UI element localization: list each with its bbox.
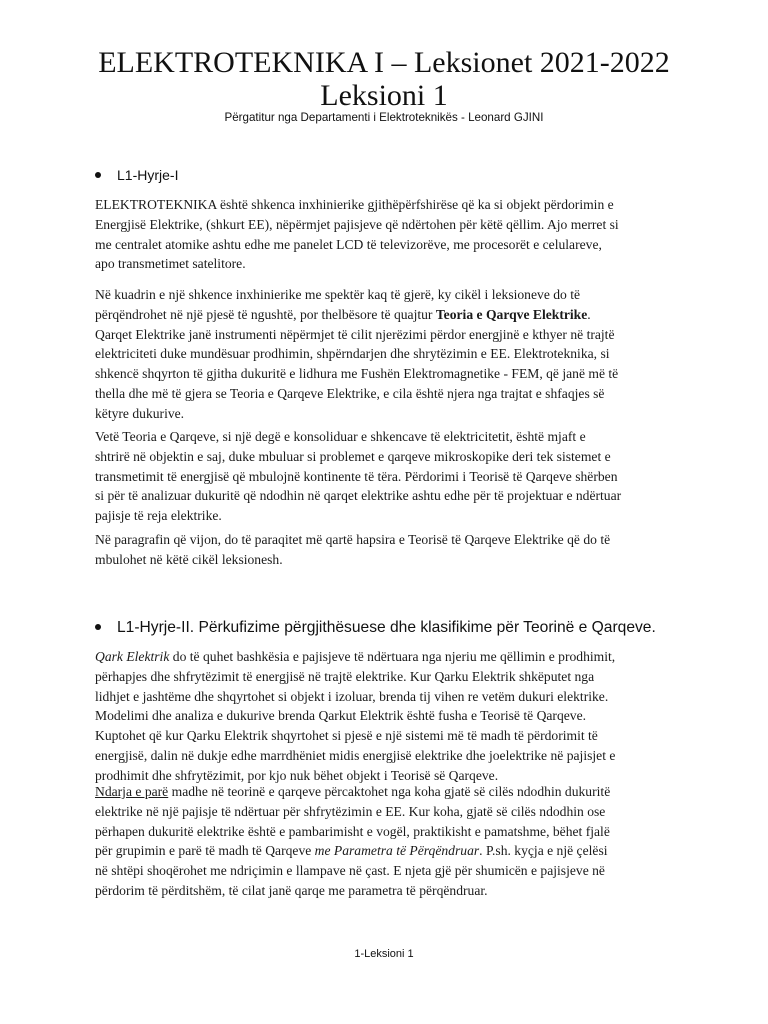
paragraph-line: energjisë, dalin në dukje edhe marrdhëniet midis energjisë elektrike dhe joelektrike në pajisjet e	[95, 747, 616, 763]
paragraph-line: thella dhe më të gjera se Teoria e Qarqeve Elektrike, e cila është njera nga trajtat e shfaqjes së	[95, 385, 605, 401]
paragraph-line: Vetë Teoria e Qarqeve, si një degë e konsoliduar e shkencave të elektricitetit, është mjaft e	[95, 429, 586, 444]
underlined-term: Ndarja e parë	[95, 784, 169, 799]
bold-term: Teoria e Qarqve Elektrike	[435, 306, 588, 322]
paragraph-line: në shtëpi shoqërohet me ndriçimin e llampave në çast. E njeta gjë për shumicën e pajisjeve në	[95, 863, 605, 879]
paragraph-line: përdorim të përditshëm, të cilat janë qarqe me parametra të përqëndruar.	[95, 882, 488, 898]
paragraph-line: si për të analizuar dukuritë që ndodhin në qarqet elektrike ashtu edhe për të projektuar e ndërtuar	[95, 488, 622, 504]
paragraph-1	[95, 195, 695, 274]
paragraph-line: Energjisë Elektrike, (shkurt EE), nëpërmjet pajisjeve që ndërtohen për këtë qëllim. Ajo merret si	[95, 216, 619, 232]
paragraph-line: prodhimit dhe shfrytëzimit, por kjo nuk bëhet objekt i Teorisë së Qarqeve.	[95, 767, 499, 783]
section-heading-2-text: L1-Hyrje-II. Përkufizime përgjithësuese dhe klasifikime për Teorinë e Qarqeve.	[117, 619, 656, 636]
section-heading-2	[95, 618, 656, 638]
paragraph-4	[95, 530, 695, 570]
paragraph-line: shtrirë në objektin e saj, duke mbuluar si problemet e qarqeve mikroskopike deri tek sistemet e	[95, 448, 611, 464]
italic-term: Qark Elektrik	[95, 649, 170, 664]
paragraph-line: elektrike në një pajisje të ndërtuar për shfrytëzimin e EE. Kur koha, gjatë së cilës ndodhin ose	[95, 803, 606, 819]
paragraph-line: përhapen dukuritë elektrike është e pambarimisht e vogël, praktikisht e pamatshme, bëhet fjalë	[95, 823, 610, 839]
text-run: . P.sh. kyçja e një çelësi	[479, 843, 608, 859]
paragraph-line: transmetimit të energjisë që mbulojnë kontinente të tëra. Përdorimi i Teorisë të Qarqeve shërben	[95, 468, 618, 484]
paragraph-line: elektriciteti duke mundësuar prodhimin, shpërndarjen dhe shrytëzimin e EE. Elektroteknika, si	[95, 346, 610, 362]
paragraph-line: me centralet atomike ashtu edhe me panelet LCD të televizorëve, me procesorët e celulareve,	[95, 236, 602, 252]
paragraph-line: përhapjes dhe shfrytëzimit të energjisë në trajtë elektrike. Kur Qarku Elektrik shkëputet nga	[95, 668, 595, 684]
author-line: Përgatitur nga Departamenti i Elektroteknikës - Leonard GJINI	[224, 111, 544, 124]
section-heading-1	[95, 166, 178, 184]
paragraph-line: lidhjet e jashtëme dhe shqyrtohet si objekt i izoluar, brenda tij vihen re vetëm dukuri elektrike.	[95, 688, 609, 704]
text-run: përqëndrohet në një pjesë të ngushtë, por thelbësore të quajtur	[95, 306, 436, 322]
italic-term: me Parametra të Përqëndruar	[314, 843, 480, 859]
paragraph-line: Qarqet Elektrike janë instrumenti nëpërmjet të cilit njerëzimi përdor energjinë e kthyer në trajtë	[95, 326, 615, 342]
paragraph-line: shkencë shqyrton të gjitha dukuritë e lidhura me Fushën Elektromagnetike - FEM, që janë më të	[95, 366, 619, 382]
text-run: madhe në teorinë e qarqeve përcaktohet nga koha gjatë së cilës ndodhin dukuritë	[168, 784, 611, 799]
paragraph-line: apo transmetimet satelitore.	[95, 256, 246, 272]
paragraph-2	[95, 285, 695, 424]
section-heading-1-text: L1-Hyrje-I	[117, 167, 179, 183]
paragraph-5	[95, 647, 695, 786]
document-title: ELEKTROTEKNIKA I – Leksionet 2021-2022	[98, 46, 670, 79]
paragraph-3	[95, 427, 695, 526]
bullet-icon	[95, 172, 101, 178]
paragraph-line: Modelimi dhe analiza e dukurive brenda Qarkut Elektrik është fusha e Teorisë të Qarqeve.	[95, 708, 587, 724]
paragraph-line: Kuptohet që kur Qarku Elektrik shqyrtohet si pjesë e një sistemi më të madh të përdorimit të	[95, 728, 598, 744]
paragraph-line: pajisje të reja elektrike.	[95, 508, 222, 524]
paragraph-line	[95, 647, 695, 667]
page-footer: 1-Leksioni 1	[354, 948, 414, 960]
paragraph-line	[95, 782, 695, 802]
paragraph-line: mbulohet në këtë cikël leksionesh.	[95, 551, 283, 567]
lesson-title: Leksioni 1	[320, 79, 448, 112]
paragraph-line: ELEKTROTEKNIKA është shkenca inxhinierike gjithëpërfshirëse që ka si objekt përdorimin e	[95, 197, 614, 212]
paragraph-line: Në kuadrin e një shkence inxhinierike me spektër kaq të gjerë, ky cikël i leksioneve do të	[95, 287, 581, 302]
paragraph-line: Në paragrafin që vijon, do të paraqitet më qartë hapsira e Teorisë të Qarqeve Elektrike që do të	[95, 532, 611, 547]
text-run: do të quhet bashkësia e pajisjeve të ndërtuara nga njeriu me qëllimin e prodhimit,	[169, 649, 616, 664]
bullet-icon	[95, 624, 101, 630]
text-run: për grupimin e parë të madh të Qarqeve	[95, 843, 315, 859]
paragraph-line	[95, 841, 695, 861]
paragraph-line	[95, 305, 695, 325]
paragraph-6	[95, 782, 695, 901]
paragraph-line: këtyre dukurive.	[95, 405, 185, 421]
text-run: .	[587, 306, 591, 322]
